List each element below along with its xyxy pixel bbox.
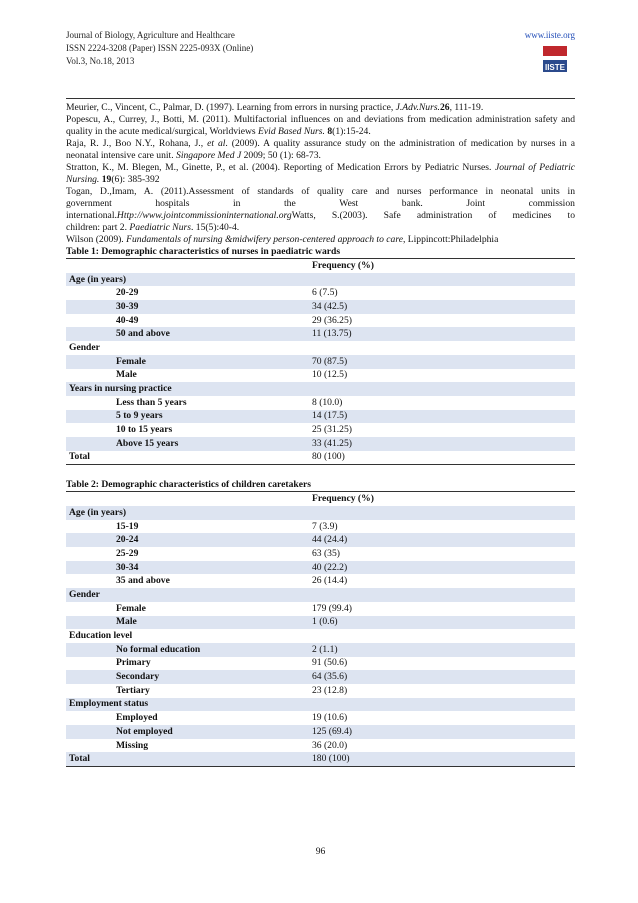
togan-word: bank.	[401, 198, 423, 209]
table-row	[66, 752, 575, 766]
frequency-value: 36 (20.0)	[312, 739, 348, 751]
frequency-value: 14 (17.5)	[312, 410, 575, 424]
subcategory-label: Less than 5 years	[116, 396, 187, 408]
table-row	[66, 451, 575, 465]
frequency-value: 2 (1.1)	[312, 643, 575, 657]
table-row	[66, 698, 575, 712]
category-label: Years in nursing practice	[66, 382, 312, 396]
togan-word: the	[284, 198, 296, 209]
table-row	[66, 314, 575, 328]
subcategory-label: Not employed	[66, 725, 312, 739]
journal-url-link[interactable]: www.iiste.org	[524, 30, 575, 40]
category-label: Age (in years)	[66, 273, 312, 287]
togan-word: West	[339, 198, 359, 209]
subcategory-label: Male	[66, 616, 312, 630]
table-row	[66, 506, 575, 520]
frequency-value: 10 (12.5)	[312, 369, 348, 381]
table-row	[66, 327, 575, 341]
togan-word: hospitals	[155, 198, 190, 209]
subcategory-label: 15-19	[116, 520, 139, 532]
reference-meurier: Meurier, C., Vincent, C., Palmar, D. (1997). Learning from errors in nursing practice, J.Adv.Nurs.26, 111-19.	[66, 102, 484, 113]
table-row	[66, 423, 575, 437]
table-row	[66, 533, 575, 547]
frequency-value: 23 (12.8)	[312, 684, 348, 696]
frequency-value: 34 (42.5)	[312, 300, 575, 314]
iiste-logo-icon	[540, 44, 570, 74]
reference-stratton: Stratton, K., M. Blegen, M., Ginette, P., et al. (2004). Reporting of Medication Errors by Pediatric Nurses. Journal of Pediatric Nursing. 19(6): 385-392	[66, 162, 575, 185]
subcategory-label: Tertiary	[116, 684, 150, 696]
frequency-value: 7 (3.9)	[312, 520, 338, 532]
subcategory-label: Employed	[116, 712, 158, 724]
table-row	[66, 520, 575, 534]
category-label: Employment status	[66, 698, 312, 712]
table-row	[66, 300, 575, 314]
subcategory-label: Above 15 years	[66, 437, 312, 451]
table2-caretakers	[66, 491, 575, 767]
table-row	[66, 369, 575, 383]
subcategory-label: 35 and above	[116, 575, 170, 587]
togan-word: in	[233, 198, 241, 209]
table-row	[66, 616, 575, 630]
category-label: Age (in years)	[66, 506, 312, 520]
frequency-value: 64 (35.6)	[312, 670, 575, 684]
frequency-value	[312, 588, 575, 602]
table-row	[66, 574, 575, 588]
togan-spread-line	[66, 198, 575, 210]
category-label: Education level	[69, 630, 133, 642]
frequency-value	[312, 506, 575, 520]
togan-word: government	[66, 198, 112, 209]
table-row	[66, 382, 575, 396]
header-divider	[66, 98, 575, 99]
table-row	[66, 711, 575, 725]
table-row	[66, 629, 575, 643]
table-row	[66, 684, 575, 698]
category-label: Gender	[66, 588, 312, 602]
subcategory-label: Male	[116, 369, 137, 381]
frequency-value: 179 (99.4)	[312, 602, 352, 614]
togan-word: commission	[528, 198, 575, 209]
table-row	[66, 602, 575, 616]
frequency-value: 29 (36.25)	[312, 314, 352, 326]
category-label: Gender	[69, 341, 100, 353]
reference-togan: Togan, D.,Imam, A. (2011).Assessment of standards of quality care and nurses performance in neonatal units in government hospitals in the West bank. Joint commission international.Http://www.jointcommissioninternational.orgWatts, S.(2003). Safe administration of medicines to children: part 2. Paediatric Nurs. 15(5):40-4.	[66, 186, 575, 233]
table-row	[66, 355, 575, 369]
frequency-value	[312, 382, 575, 396]
frequency-column-header: Frequency (%)	[312, 259, 575, 273]
frequency-value: 19 (10.6)	[312, 712, 348, 724]
category-label: Total	[66, 451, 312, 465]
subcategory-label: Secondary	[66, 670, 312, 684]
frequency-value: 11 (13.75)	[312, 327, 575, 341]
category-label: Total	[66, 752, 312, 766]
table-row	[66, 657, 575, 671]
table-row	[66, 547, 575, 561]
table-row	[66, 396, 575, 410]
frequency-value	[312, 273, 575, 287]
frequency-value	[312, 341, 575, 355]
subcategory-label: Primary	[116, 657, 151, 669]
frequency-value: 91 (50.6)	[312, 657, 348, 669]
table-row	[66, 588, 575, 602]
subcategory-label: 50 and above	[66, 327, 312, 341]
subcategory-label: 20-29	[116, 287, 139, 299]
table-row	[66, 561, 575, 575]
page-number: 96	[315, 846, 326, 857]
frequency-value: 70 (87.5)	[312, 355, 575, 369]
frequency-value: 63 (35)	[312, 547, 340, 559]
frequency-value: 1 (0.6)	[312, 616, 575, 630]
subcategory-label: 25-29	[116, 547, 139, 559]
frequency-column-header: Frequency (%)	[312, 492, 575, 506]
table-row	[66, 725, 575, 739]
frequency-value: 125 (69.4)	[312, 725, 575, 739]
subcategory-label: No formal education	[66, 643, 312, 657]
frequency-value: 25 (31.25)	[312, 424, 352, 436]
volume-line: Vol.3, No.18, 2013	[66, 56, 135, 66]
logo-lettering: IISTE	[544, 63, 566, 72]
frequency-value: 6 (7.5)	[312, 287, 338, 299]
frequency-value: 33 (41.25)	[312, 437, 575, 451]
subcategory-label: 5 to 9 years	[66, 410, 312, 424]
table2-caption: Table 2: Demographic characteristics of children caretakers	[66, 479, 311, 491]
subcategory-label: 30-39	[66, 300, 312, 314]
subcategory-label: 30-34	[66, 561, 312, 575]
frequency-value: 40 (22.2)	[312, 561, 575, 575]
frequency-value: 8 (10.0)	[312, 396, 343, 408]
journal-title: Journal of Biology, Agriculture and Healthcare	[66, 30, 235, 40]
frequency-value: 44 (24.4)	[312, 533, 575, 547]
table-row	[66, 273, 575, 287]
subcategory-label: Female	[116, 602, 146, 614]
table-header-row	[66, 492, 575, 506]
reference-wilson: Wilson (2009). Fundamentals of nursing &midwifery person-centered approach to care, Lippincott:Philadelphia	[66, 234, 499, 245]
frequency-value: 80 (100)	[312, 451, 575, 465]
table1-nurses	[66, 258, 575, 465]
table-row	[66, 739, 575, 753]
page	[66, 0, 575, 903]
subcategory-label: 10 to 15 years	[116, 424, 173, 436]
table-row	[66, 410, 575, 424]
reference-raja: Raja, R. J., Boo N.Y., Rohana, J., et al. (2009). A quality assurance study on the administration of medication by nurses in a neonatal intensive care unit. Singapore Med J 2009; 50 (1): 68-73.	[66, 138, 575, 161]
table-row	[66, 643, 575, 657]
issn-line: ISSN 2224-3208 (Paper) ISSN 2225-093X (Online)	[66, 43, 254, 53]
frequency-value: 180 (100)	[312, 752, 575, 766]
table-row	[66, 286, 575, 300]
header-blank-cell	[66, 259, 312, 273]
journal-header	[66, 30, 575, 102]
frequency-value	[312, 629, 575, 643]
table1-caption: Table 1: Demographic characteristics of nurses in paediatric wards	[66, 246, 341, 257]
table-row	[66, 670, 575, 684]
togan-word: Joint	[466, 198, 486, 209]
subcategory-label: 20-24	[66, 533, 312, 547]
subcategory-label: 40-49	[116, 314, 139, 326]
table-row	[66, 341, 575, 355]
table-header-row	[66, 259, 575, 273]
frequency-value: 26 (14.4)	[312, 575, 348, 587]
header-blank-cell	[66, 492, 312, 506]
table-row	[66, 437, 575, 451]
subcategory-label: Female	[66, 355, 312, 369]
subcategory-label: Missing	[116, 739, 148, 751]
frequency-value	[312, 698, 575, 712]
reference-popescu: Popescu, A., Currey, J., Botti, M. (2011). Multifactorial influences on and deviations from medication administration safety and quality in the acute medical/surgical, Worldviews Evid Based Nurs. 8(1):15-24.	[66, 114, 575, 137]
references-section	[66, 102, 575, 767]
